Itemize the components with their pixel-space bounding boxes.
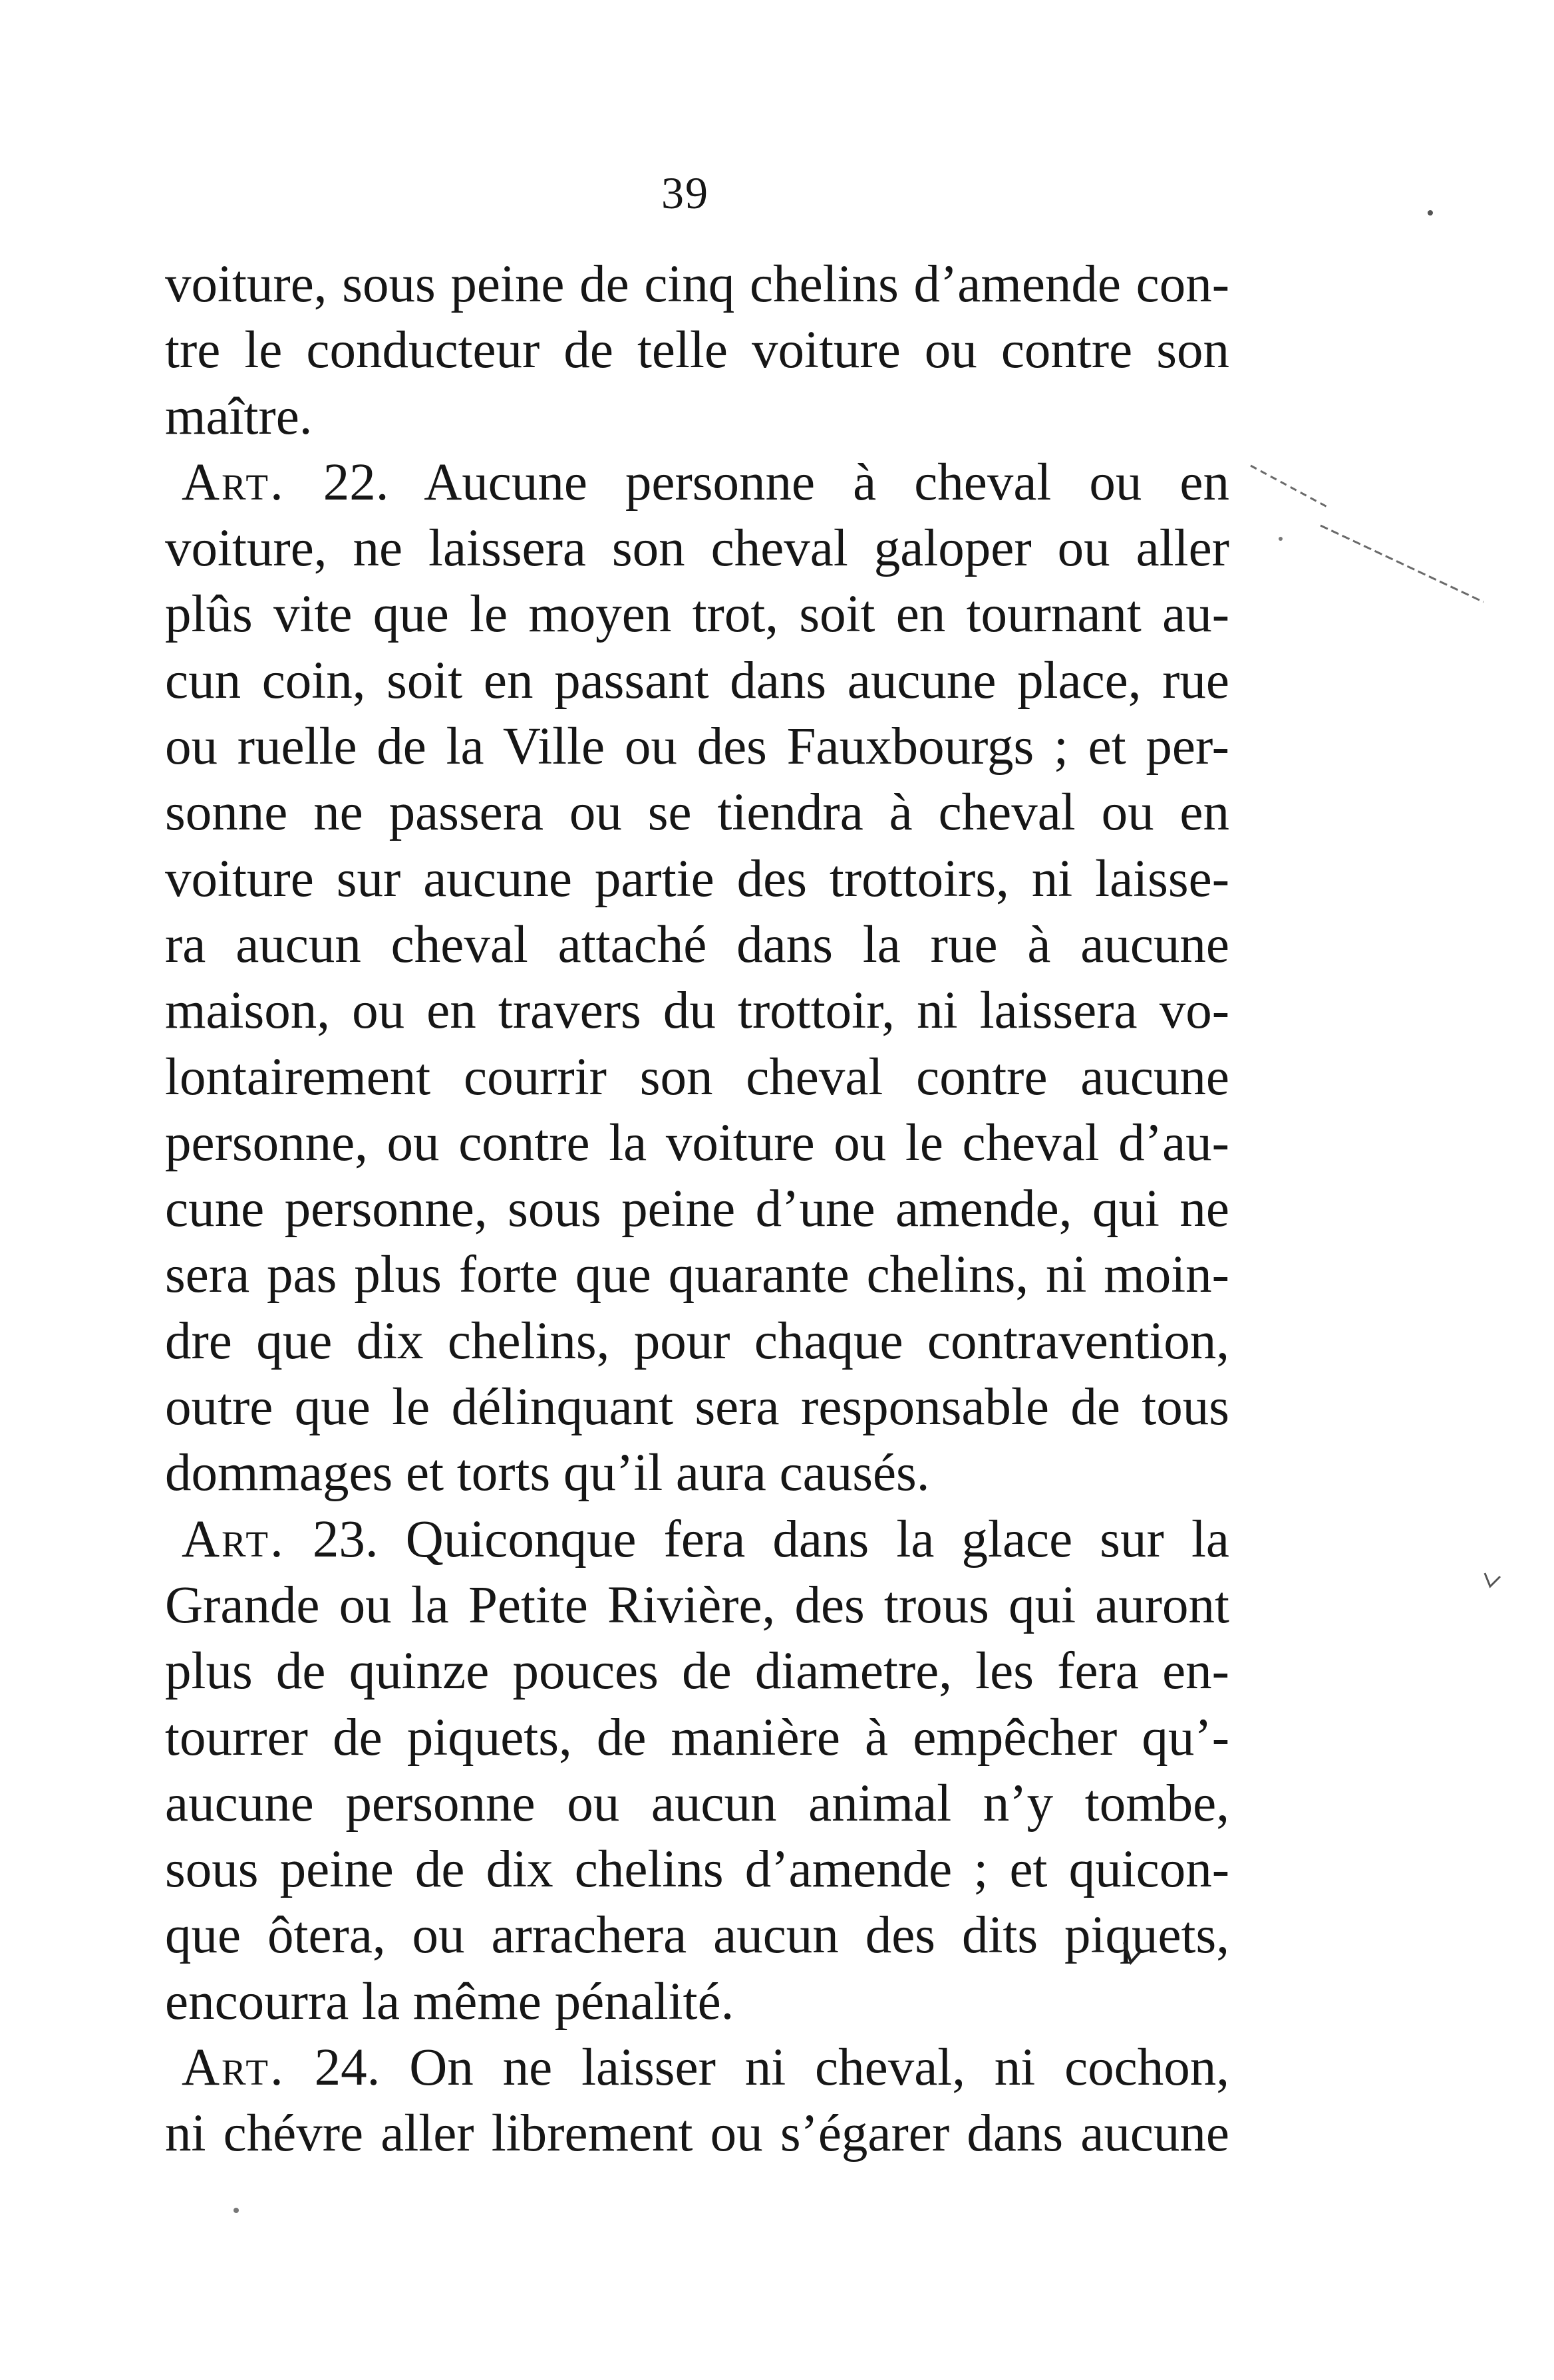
text-line: Grande ou la Petite Rivière, des trous qui auront: [165, 1576, 1229, 1634]
text-line: dommages et torts qu’il aura causés.: [165, 1444, 930, 1503]
text-line: que ôtera, ou arrachera aucun des dits piquets,: [165, 1906, 1229, 1965]
text-line: voiture, ne laissera son cheval galoper ou aller: [165, 520, 1229, 578]
text-line: dre que dix chelins, pour chaque contravention,: [165, 1312, 1229, 1370]
article-label: Art.: [182, 1510, 285, 1568]
text-line: aucune personne ou aucun animal n’y tombe,: [165, 1774, 1229, 1833]
text-line: outre que le délinquant sera responsable de tous: [165, 1378, 1229, 1437]
text-line: sera pas plus forte que quarante chelins, ni moin-: [165, 1246, 1229, 1304]
text-line: encourra la même pénalité.: [165, 1972, 734, 2031]
text-line: personne, ou contre la voiture ou le cheval d’au-: [165, 1114, 1229, 1172]
text-line: voiture sur aucune partie des trottoirs, ni laisse-: [165, 849, 1229, 908]
text-line: tourrer de piquets, de manière à empêcher qu’-: [165, 1708, 1229, 1767]
text-line: ra aucun cheval attaché dans la rue à aucune: [165, 915, 1229, 974]
article-label: Art.: [182, 453, 285, 512]
text-line: maison, ou en travers du trottoir, ni laissera vo-: [165, 982, 1229, 1040]
text-line: voiture, sous peine de cinq chelins d’amende con-: [165, 255, 1229, 313]
text-line: lontairement courrir son cheval contre aucune: [165, 1048, 1229, 1106]
article-heading-line: Art. 24. On ne laisser ni cheval, ni cochon,: [182, 2039, 1229, 2097]
article-label: Art.: [182, 2039, 285, 2097]
text-line: ou ruelle de la Ville ou des Fauxbourgs ; et per-: [165, 718, 1229, 776]
article-heading-line: Art. 23. Quiconque fera dans la glace sur la: [182, 1510, 1229, 1568]
article-heading-line: Art. 22. Aucune personne à cheval ou en: [182, 453, 1229, 512]
text-line: sonne ne passera ou se tiendra à cheval ou en: [165, 784, 1229, 842]
text-line: plûs vite que le moyen trot, soit en tournant au-: [165, 585, 1229, 644]
page-number: 39: [661, 168, 709, 218]
text-line: plus de quinze pouces de diametre, les fera en-: [165, 1642, 1229, 1701]
text-line: cun coin, soit en passant dans aucune place, rue: [165, 651, 1229, 710]
text-line: tre le conducteur de telle voiture ou contre son: [165, 321, 1229, 380]
text-line: cune personne, sous peine d’une amende, qui ne: [165, 1180, 1229, 1239]
text-line: sous peine de dix chelins d’amende ; et quicon-: [165, 1841, 1229, 1899]
text-line: maître.: [165, 387, 313, 446]
text-line: ni chévre aller librement ou s’égarer dans aucune: [165, 2105, 1229, 2163]
